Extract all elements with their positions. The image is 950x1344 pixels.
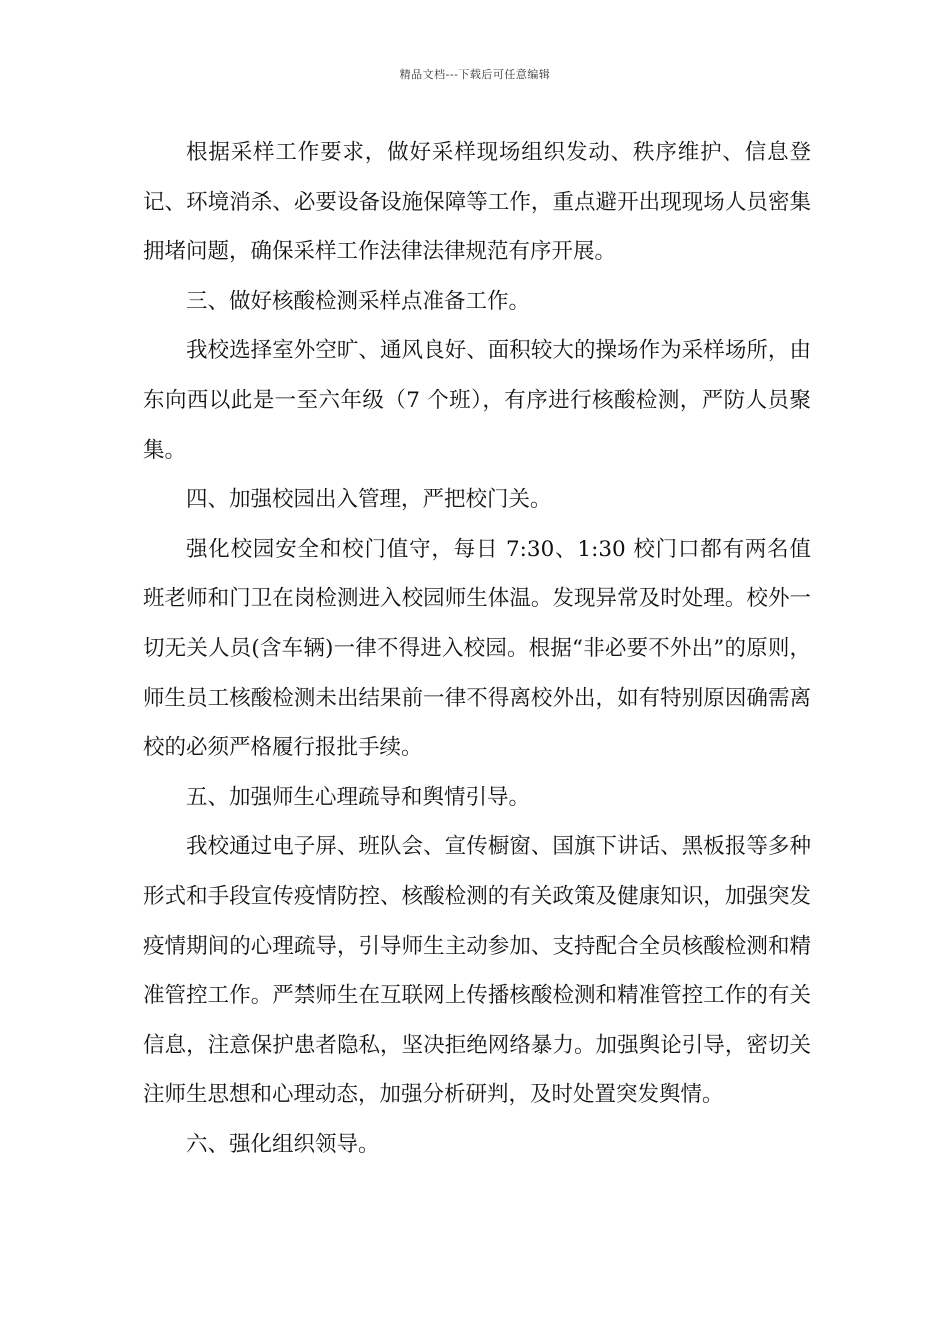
paragraph-campus-access: 强化校园安全和校门值守，每日 7:30、1:30 校门口都有两名值班老师和门卫在岗检测进入校园师生体温。发现异常及时处理。校外一切无关人员(含车辆)一律不得进入校园。根据“非必要不外出”的原则，师生员工核酸检测未出结果前一律不得离校外出，如有特别原因确需离校的必须严格履行报批手续。 [143,536,811,761]
page-header: 精品文档---下载后可任意编辑 [399,68,551,81]
section-heading-6: 六、强化组织领导。 [186,1131,380,1157]
paragraph-sampling-site: 我校选择室外空旷、通风良好、面积较大的操场作为采样场所，由东向西以此是一至六年级（7 个班），有序进行核酸检测，严防人员聚集。 [143,338,811,463]
paragraph-psychological-guidance: 我校通过电子屏、班队会、宣传橱窗、国旗下讲话、黑板报等多种形式和手段宣传疫情防控、核酸检测的有关政策及健康知识，加强突发疫情期间的心理疏导，引导师生主动参加、支持配合全员核酸检测和精准管控工作。严禁师生在互联网上传播核酸检测和精准管控工作的有关信息，注意保护患者隐私，坚决拒绝网络暴力。加强舆论引导，密切关注师生思想和心理动态，加强分析研判，及时处置突发舆情。 [143,834,811,1108]
section-heading-5: 五、加强师生心理疏导和舆情引导。 [186,784,531,810]
section-heading-3: 三、做好核酸检测采样点准备工作。 [186,288,531,314]
paragraph-sampling-requirements: 根据采样工作要求，做好采样现场组织发动、秩序维护、信息登记、环境消杀、必要设备设施保障等工作，重点避开出现现场人员密集拥堵问题，确保采样工作法律法律规范有序开展。 [143,140,811,265]
section-heading-4: 四、加强校园出入管理，严把校门关。 [186,487,552,513]
document-body [143,128,811,1169]
